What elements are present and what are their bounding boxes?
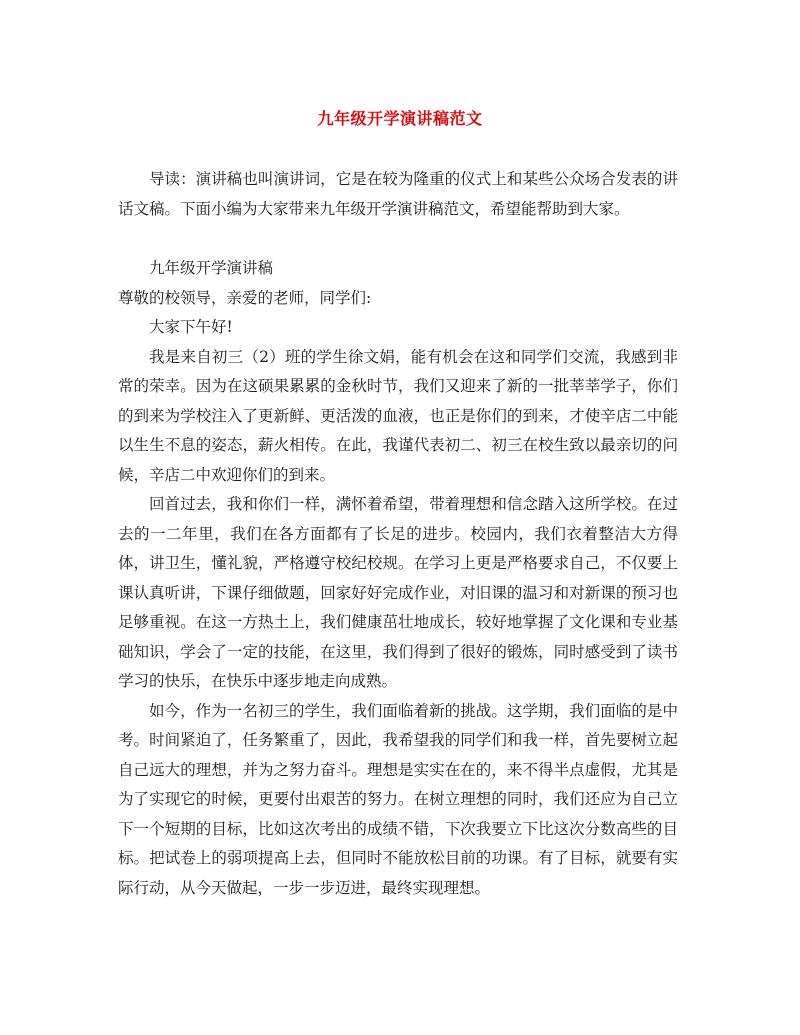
speech-subtitle: 九年级开学演讲稿 xyxy=(149,259,274,277)
body-paragraph-3: 如今，作为一名初三的学生，我们面临着新的挑战。这学期，我们面临的是中考。时间紧迫了，任务繁重了，因此，我希望我的同学们和我一样，首先要树立起自己远大的理想，并为之努力奋斗。理想是实实在在的，来不得半点虚假，尤其是为了实现它的时候，更要付出艰苦的努力。在树立理想的同时，我们还应为自己立下一个短期的目标，比如这次考出的成绩不错，下次我要立下比这次分数高些的目标。把试卷上的弱项提高上去，但同时不能放松目前的功课。有了目标，就要有实际行动，从今天做起，一步一步迈进，最终实现理想。 xyxy=(118,701,678,897)
greeting: 大家下午好! xyxy=(149,318,233,336)
body-paragraph-1: 我是来自初三（2）班的学生徐文娟，能有机会在这和同学们交流，我感到非常的荣幸。因为在这硕果累累的金秋时节，我们又迎来了新的一批莘莘学子，你们的到来为学校注入了更新鲜、更活泼的血液，也正是你们的到来，才使辛店二中能以生生不息的姿态，薪火相传。在此，我谨代表初二、初三在校生致以最亲切的问候，辛店二中欢迎你们的到来。 xyxy=(118,347,678,484)
intro-paragraph: 导读：演讲稿也叫演讲词，它是在较为隆重的仪式上和某些公众场合发表的讲话文稿。下面小编为大家带来九年级开学演讲稿范文，希望能帮助到大家。 xyxy=(118,170,678,218)
document-title: 九年级开学演讲稿范文 xyxy=(317,109,483,128)
document-body xyxy=(118,165,678,903)
spacer xyxy=(118,224,678,254)
body-paragraph-2: 回首过去，我和你们一样，满怀着希望，带着理想和信念踏入这所学校。在过去的一二年里，我们在各方面都有了长足的进步。校园内，我们衣着整洁大方得体，讲卫生，懂礼貌，严格遵守校纪校规。在学习上更是严格要求自己，不仅要上课认真听讲，下课仔细做题，回家好好完成作业，对旧课的温习和对新课的预习也足够重视。在这一方热土上，我们健康茁壮地成长，较好地掌握了文化课和专业基础知识，学会了一定的技能，在这里，我们得到了很好的锻炼，同时感受到了读书学习的快乐，在快乐中逐步地走向成熟。 xyxy=(118,495,678,690)
salutation: 尊敬的校领导，亲爱的老师，同学们: xyxy=(118,288,372,307)
